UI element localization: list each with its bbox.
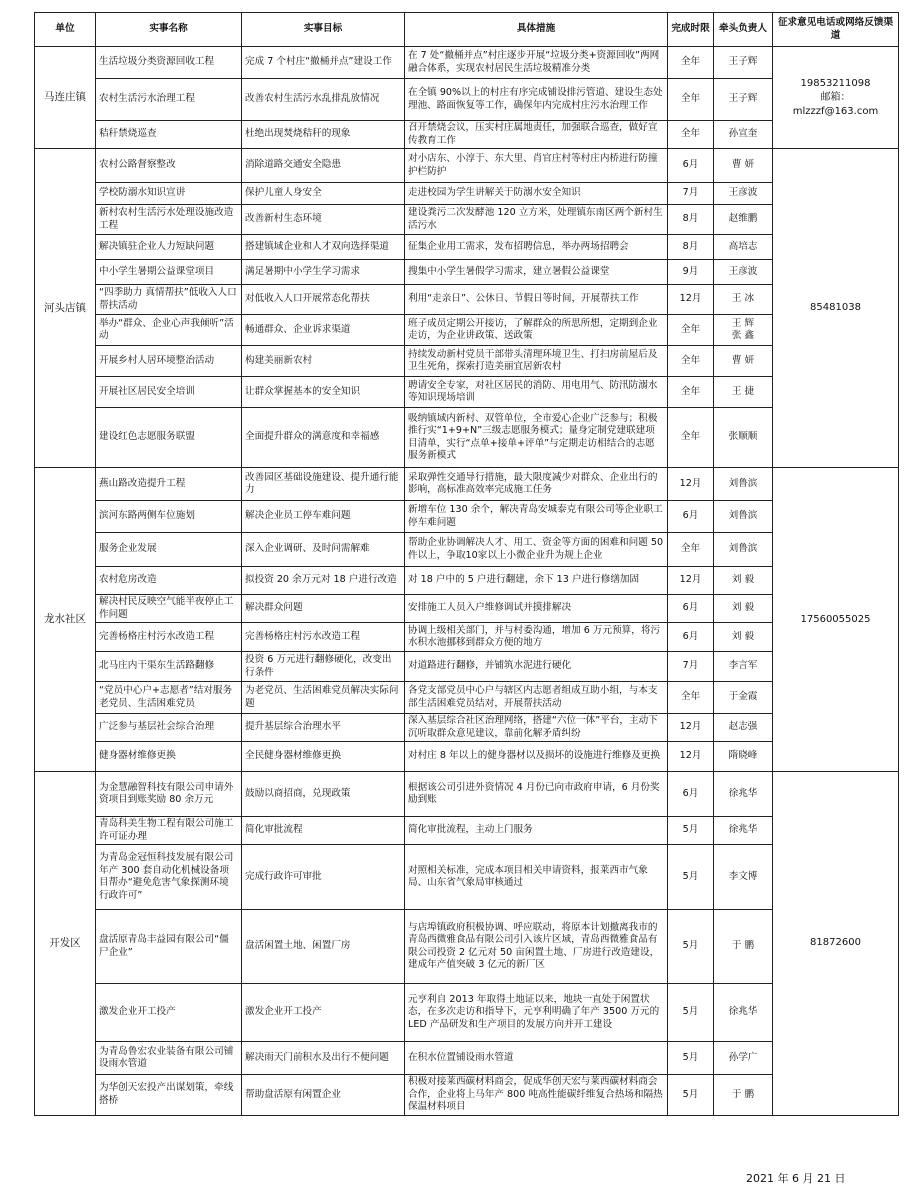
item-deadline-cell: 12月 xyxy=(668,742,714,772)
item-goal-cell: 解决群众问题 xyxy=(242,595,405,623)
item-deadline-cell: 全年 xyxy=(668,533,714,567)
item-measure-cell: 简化审批流程，主动上门服务 xyxy=(405,817,668,845)
item-measure-cell: 协调上级相关部门，并与村委沟通，增加 6 万元预算，将污水积水池挪移到群众方便的地方 xyxy=(405,623,668,652)
table-row xyxy=(35,682,899,714)
item-goal-cell: 解决雨天门前积水及出行不便问题 xyxy=(242,1042,405,1075)
table-row xyxy=(35,595,899,623)
contact-cell: 17560055025 xyxy=(773,468,899,772)
table-row xyxy=(35,315,899,346)
item-goal-cell: 帮助盘活原有闲置企业 xyxy=(242,1075,405,1116)
item-deadline-cell: 5月 xyxy=(668,1042,714,1075)
item-leader-cell: 王子辉 xyxy=(714,79,773,121)
item-goal-cell: 保护儿童人身安全 xyxy=(242,183,405,205)
table-row xyxy=(35,408,899,468)
header-row xyxy=(35,13,899,47)
contact-cell: 19853211098 邮箱： mlzzzf@163.com xyxy=(773,47,899,149)
item-goal-cell: 完成 7 个村庄“撤桶并点”建设工作 xyxy=(242,47,405,79)
item-goal-cell: 改善园区基础设施建设、提升通行能力 xyxy=(242,468,405,501)
item-name-cell: 为青岛鲁宏农业装备有限公司铺设雨水管道 xyxy=(96,1042,242,1075)
item-goal-cell: 对低收入人口开展常态化帮扶 xyxy=(242,285,405,315)
item-name-cell: 青岛科美生物工程有限公司施工许可证办理 xyxy=(96,817,242,845)
item-goal-cell: 盘活闲置土地、闲置厂房 xyxy=(242,910,405,984)
item-goal-cell: 完成行政许可审批 xyxy=(242,845,405,910)
item-deadline-cell: 6月 xyxy=(668,501,714,533)
item-name-cell: 解决村民反映空气能半夜停止工作问题 xyxy=(96,595,242,623)
table-row xyxy=(35,984,899,1042)
item-measure-cell: 与店埠镇政府积极协调、呼应联动，将原本计划撤离我市的青岛西微雅食品有限公司引入该片区域，青岛西微雅食品有限公司投资 2 亿元对 50 亩闲置土地、厂房进行改造建设，建成年产值突破 3 亿元的新厂区 xyxy=(405,910,668,984)
item-name-cell: 燕山路改造提升工程 xyxy=(96,468,242,501)
item-measure-cell: 走进校园为学生讲解关于防溺水安全知识 xyxy=(405,183,668,205)
item-name-cell: 学校防溺水知识宣讲 xyxy=(96,183,242,205)
item-deadline-cell: 全年 xyxy=(668,377,714,408)
item-measure-cell: 新增车位 130 余个，解决青岛安城泰克有限公司等企业职工停车难问题 xyxy=(405,501,668,533)
item-measure-cell: 利用“走亲日”、公休日、节假日等时间，开展帮扶工作 xyxy=(405,285,668,315)
table-row xyxy=(35,714,899,742)
item-leader-cell: 于 鹏 xyxy=(714,910,773,984)
table-row xyxy=(35,1042,899,1075)
header-measure: 具体措施 xyxy=(405,13,668,47)
item-name-cell: 农村生活污水治理工程 xyxy=(96,79,242,121)
item-name-cell: 中小学生暑期公益课堂项目 xyxy=(96,260,242,285)
item-goal-cell: 全民健身器材维修更换 xyxy=(242,742,405,772)
item-deadline-cell: 5月 xyxy=(668,817,714,845)
contact-cell: 81872600 xyxy=(773,772,899,1116)
item-leader-cell: 曹 妍 xyxy=(714,346,773,377)
item-leader-cell: 徐兆华 xyxy=(714,984,773,1042)
item-name-cell: 广泛参与基层社会综合治理 xyxy=(96,714,242,742)
item-deadline-cell: 7月 xyxy=(668,183,714,205)
table-row xyxy=(35,79,899,121)
item-deadline-cell: 5月 xyxy=(668,984,714,1042)
item-goal-cell: 畅通群众、企业诉求渠道 xyxy=(242,315,405,346)
contact-cell: 85481038 xyxy=(773,149,899,468)
item-goal-cell: 解决企业员工停车难问题 xyxy=(242,501,405,533)
table-body xyxy=(35,47,899,1116)
table-row xyxy=(35,817,899,845)
table-row xyxy=(35,623,899,652)
item-goal-cell: 为老党员、生活困难党员解决实际问题 xyxy=(242,682,405,714)
item-name-cell: 完善杨格庄村污水改造工程 xyxy=(96,623,242,652)
table-row xyxy=(35,183,899,205)
item-deadline-cell: 6月 xyxy=(668,595,714,623)
table-row xyxy=(35,47,899,79)
item-name-cell: 秸秆禁烧巡查 xyxy=(96,121,242,149)
table-row xyxy=(35,501,899,533)
item-name-cell: 农村公路督察整改 xyxy=(96,149,242,183)
item-deadline-cell: 12月 xyxy=(668,714,714,742)
item-leader-cell: 王彦波 xyxy=(714,260,773,285)
item-leader-cell: 刘 毅 xyxy=(714,595,773,623)
table-row xyxy=(35,149,899,183)
item-deadline-cell: 全年 xyxy=(668,121,714,149)
document-date: 2021 年 6 月 21 日 xyxy=(746,1172,846,1185)
table-row xyxy=(35,742,899,772)
unit-cell: 河头店镇 xyxy=(35,149,96,468)
item-leader-cell: 刘鲁滨 xyxy=(714,501,773,533)
item-name-cell: 生活垃圾分类资源回收工程 xyxy=(96,47,242,79)
item-deadline-cell: 8月 xyxy=(668,235,714,260)
item-name-cell: 建设红色志愿服务联盟 xyxy=(96,408,242,468)
item-measure-cell: 对小店东、小淳于、东大里、肖官庄村等村庄内桥进行防撞护栏防护 xyxy=(405,149,668,183)
table-row xyxy=(35,910,899,984)
item-deadline-cell: 5月 xyxy=(668,845,714,910)
item-goal-cell: 改善农村生活污水乱排乱放情况 xyxy=(242,79,405,121)
item-measure-cell: 持续发动新村党员干部带头清理环境卫生、打扫房前屋后及卫生死角，探索打造美丽宜居新农村 xyxy=(405,346,668,377)
item-goal-cell: 搭建镇域企业和人才双向选择渠道 xyxy=(242,235,405,260)
table-row xyxy=(35,468,899,501)
measures-table xyxy=(34,12,899,1116)
item-name-cell: 滨河东路两侧车位施划 xyxy=(96,501,242,533)
item-deadline-cell: 6月 xyxy=(668,623,714,652)
item-leader-cell: 于金霞 xyxy=(714,682,773,714)
item-measure-cell: 聘请安全专家，对社区居民的消防、用电用气、防汛防溺水等知识现场培训 xyxy=(405,377,668,408)
item-name-cell: 激发企业开工投产 xyxy=(96,984,242,1042)
unit-cell: 龙水社区 xyxy=(35,468,96,772)
table-row xyxy=(35,772,899,817)
item-measure-cell: 安排施工人员入户维修调试并摸排解决 xyxy=(405,595,668,623)
header-leader: 牵头负责人 xyxy=(714,13,773,47)
table-row xyxy=(35,235,899,260)
item-name-cell: 服务企业发展 xyxy=(96,533,242,567)
item-leader-cell: 孙宣奎 xyxy=(714,121,773,149)
item-deadline-cell: 5月 xyxy=(668,910,714,984)
item-measure-cell: 对 18 户中的 5 户进行翻建，余下 13 户进行修缮加固 xyxy=(405,567,668,595)
item-leader-cell: 王子辉 xyxy=(714,47,773,79)
item-leader-cell: 赵维鹏 xyxy=(714,205,773,235)
item-deadline-cell: 全年 xyxy=(668,47,714,79)
item-leader-cell: 张顺顺 xyxy=(714,408,773,468)
table-row xyxy=(35,285,899,315)
item-measure-cell: 召开禁烧会议，压实村庄属地责任，加强联合巡查，做好宣传教育工作 xyxy=(405,121,668,149)
item-name-cell: 为青岛金冠恒科技发展有限公司年产 300 套自动化机械设备项目帮办“避免危害气象探测环境行政许可” xyxy=(96,845,242,910)
item-deadline-cell: 全年 xyxy=(668,408,714,468)
table-row xyxy=(35,205,899,235)
header-deadline: 完成时限 xyxy=(668,13,714,47)
table-row xyxy=(35,845,899,910)
item-measure-cell: 征集企业用工需求，发布招聘信息，举办两场招聘会 xyxy=(405,235,668,260)
item-measure-cell: 搜集中小学生暑假学习需求，建立暑假公益课堂 xyxy=(405,260,668,285)
item-measure-cell: 在全镇 90%以上的村庄有序完成铺设排污管道、建设生态处理池、路面恢复等工作，确保年内完成村庄污水治理工作 xyxy=(405,79,668,121)
item-goal-cell: 构建美丽新农村 xyxy=(242,346,405,377)
item-name-cell: 为华创天宏投产出谋划策，牵线搭桥 xyxy=(96,1075,242,1116)
header-goal: 实事目标 xyxy=(242,13,405,47)
item-leader-cell: 李文博 xyxy=(714,845,773,910)
item-measure-cell: 建设粪污二次发酵池 120 立方米，处理镇东南区两个新村生活污水 xyxy=(405,205,668,235)
item-deadline-cell: 6月 xyxy=(668,149,714,183)
item-deadline-cell: 12月 xyxy=(668,567,714,595)
item-name-cell: 开展乡村人居环境整治活动 xyxy=(96,346,242,377)
item-name-cell: “四季助力 真情帮扶”低收入人口帮扶活动 xyxy=(96,285,242,315)
item-name-cell: “党员中心户+志愿者”结对服务老党员、生活困难党员 xyxy=(96,682,242,714)
item-leader-cell: 王彦波 xyxy=(714,183,773,205)
item-goal-cell: 满足暑期中小学生学习需求 xyxy=(242,260,405,285)
item-deadline-cell: 7月 xyxy=(668,652,714,682)
item-goal-cell: 提升基层综合治理水平 xyxy=(242,714,405,742)
item-leader-cell: 高培志 xyxy=(714,235,773,260)
item-name-cell: 新村农村生活污水处理设施改造工程 xyxy=(96,205,242,235)
item-leader-cell: 徐兆华 xyxy=(714,817,773,845)
item-measure-cell: 帮助企业协调解决人才、用工、资金等方面的困难和问题 50 件以上，争取10家以上小微企业升为规上企业 xyxy=(405,533,668,567)
item-measure-cell: 对照相关标准，完成本项目相关申请资料，报莱西市气象局、山东省气象局审核通过 xyxy=(405,845,668,910)
item-goal-cell: 简化审批流程 xyxy=(242,817,405,845)
item-deadline-cell: 全年 xyxy=(668,346,714,377)
item-deadline-cell: 12月 xyxy=(668,285,714,315)
item-leader-cell: 徐兆华 xyxy=(714,772,773,817)
item-leader-cell: 刘鲁滨 xyxy=(714,533,773,567)
table-row xyxy=(35,346,899,377)
item-measure-cell: 各党支部党员中心户与辖区内志愿者组成互助小组，与本支部生活困难党员结对，开展帮扶活动 xyxy=(405,682,668,714)
item-measure-cell: 元亨利自 2013 年取得土地证以来，地块一直处于闲置状态，在多次走访和指导下，元亨利明确了年产 3500 万元的 LED 产品研发和生产项目的发展方向并开工建设 xyxy=(405,984,668,1042)
item-name-cell: 解决镇驻企业人力短缺问题 xyxy=(96,235,242,260)
item-goal-cell: 鼓励以商招商，兑现政策 xyxy=(242,772,405,817)
item-goal-cell: 投资 6 万元进行翻修硬化，改变出行条件 xyxy=(242,652,405,682)
item-deadline-cell: 12月 xyxy=(668,468,714,501)
item-deadline-cell: 全年 xyxy=(668,682,714,714)
item-leader-cell: 孙学广 xyxy=(714,1042,773,1075)
header-unit: 单位 xyxy=(35,13,96,47)
item-deadline-cell: 5月 xyxy=(668,1075,714,1116)
item-measure-cell: 在积水位置铺设雨水管道 xyxy=(405,1042,668,1075)
item-leader-cell: 王 捷 xyxy=(714,377,773,408)
item-leader-cell: 刘 毅 xyxy=(714,567,773,595)
item-deadline-cell: 9月 xyxy=(668,260,714,285)
item-leader-cell: 王 冰 xyxy=(714,285,773,315)
item-deadline-cell: 8月 xyxy=(668,205,714,235)
table-row xyxy=(35,1075,899,1116)
item-goal-cell: 激发企业开工投产 xyxy=(242,984,405,1042)
item-deadline-cell: 全年 xyxy=(668,79,714,121)
header-name: 实事名称 xyxy=(96,13,242,47)
item-measure-cell: 吸纳镇域内新村、双管单位，全市爱心企业广泛参与；积极推行实“1+9+N”三级志愿服务模式；量身定制党建联建项目清单，实行“点单+接单+评单”与定期走访相结合的志愿服务新模式 xyxy=(405,408,668,468)
item-goal-cell: 让群众掌握基本的安全知识 xyxy=(242,377,405,408)
item-goal-cell: 消除道路交通安全隐患 xyxy=(242,149,405,183)
item-leader-cell: 王 辉 张 鑫 xyxy=(714,315,773,346)
item-name-cell: 开展社区居民安全培训 xyxy=(96,377,242,408)
item-measure-cell: 班子成员定期公开接访，了解群众的所思所想，定期到企业走访，为企业讲政策、送政策 xyxy=(405,315,668,346)
item-leader-cell: 刘 毅 xyxy=(714,623,773,652)
table-row xyxy=(35,121,899,149)
item-goal-cell: 深入企业调研、及时问需解难 xyxy=(242,533,405,567)
item-measure-cell: 根据该公司引进外资情况 4 月份已向市政府申请，6 月份奖励到账 xyxy=(405,772,668,817)
table-row xyxy=(35,533,899,567)
item-goal-cell: 完善杨格庄村污水改造工程 xyxy=(242,623,405,652)
item-name-cell: 为金慧融智科技有限公司申请外资项目到账奖励 80 余万元 xyxy=(96,772,242,817)
header-contact: 征求意见电话或网络反馈渠道 xyxy=(773,13,899,47)
table-row xyxy=(35,260,899,285)
item-leader-cell: 赵志强 xyxy=(714,714,773,742)
item-deadline-cell: 全年 xyxy=(668,315,714,346)
item-goal-cell: 改善新村生态环境 xyxy=(242,205,405,235)
unit-cell: 马连庄镇 xyxy=(35,47,96,149)
item-leader-cell: 曹 妍 xyxy=(714,149,773,183)
item-name-cell: 举办“群众、企业心声我倾听”活动 xyxy=(96,315,242,346)
table-row xyxy=(35,567,899,595)
table-row xyxy=(35,652,899,682)
item-name-cell: 北马庄内干渠东生活路翻修 xyxy=(96,652,242,682)
item-goal-cell: 拟投资 20 余万元对 18 户进行改造 xyxy=(242,567,405,595)
item-name-cell: 健身器材维修更换 xyxy=(96,742,242,772)
item-leader-cell: 隋晓峰 xyxy=(714,742,773,772)
item-measure-cell: 在 7 处“撤桶并点”村庄逐步开展“垃圾分类+资源回收”两网融合体系，实现农村居民生活垃圾精准分类 xyxy=(405,47,668,79)
item-measure-cell: 对道路进行翻修，并铺筑水泥进行硬化 xyxy=(405,652,668,682)
item-leader-cell: 刘鲁滨 xyxy=(714,468,773,501)
item-name-cell: 盘活原青岛丰益园有限公司“僵尸企业” xyxy=(96,910,242,984)
item-leader-cell: 于 鹏 xyxy=(714,1075,773,1116)
item-measure-cell: 采取弹性交通导行措施，最大限度减少对群众、企业出行的影响，高标准高效率完成施工任务 xyxy=(405,468,668,501)
item-leader-cell: 李言军 xyxy=(714,652,773,682)
unit-cell: 开发区 xyxy=(35,772,96,1116)
item-goal-cell: 杜绝出现焚烧秸秆的现象 xyxy=(242,121,405,149)
item-measure-cell: 积极对接莱西碳材料商会，促成华创天宏与莱西碳材料商会合作，企业将上马年产 800 吨高性能碳纤维复合热场和隔热保温材料项目 xyxy=(405,1075,668,1116)
item-name-cell: 农村危房改造 xyxy=(96,567,242,595)
table-row xyxy=(35,377,899,408)
item-goal-cell: 全面提升群众的满意度和幸福感 xyxy=(242,408,405,468)
item-measure-cell: 对村庄 8 年以上的健身器材以及损坏的设施进行维修及更换 xyxy=(405,742,668,772)
item-deadline-cell: 6月 xyxy=(668,772,714,817)
item-measure-cell: 深入基层综合社区治理网络，搭建“六位一体”平台，主动下沉听取群众意见建议，靠前化解矛盾纠纷 xyxy=(405,714,668,742)
